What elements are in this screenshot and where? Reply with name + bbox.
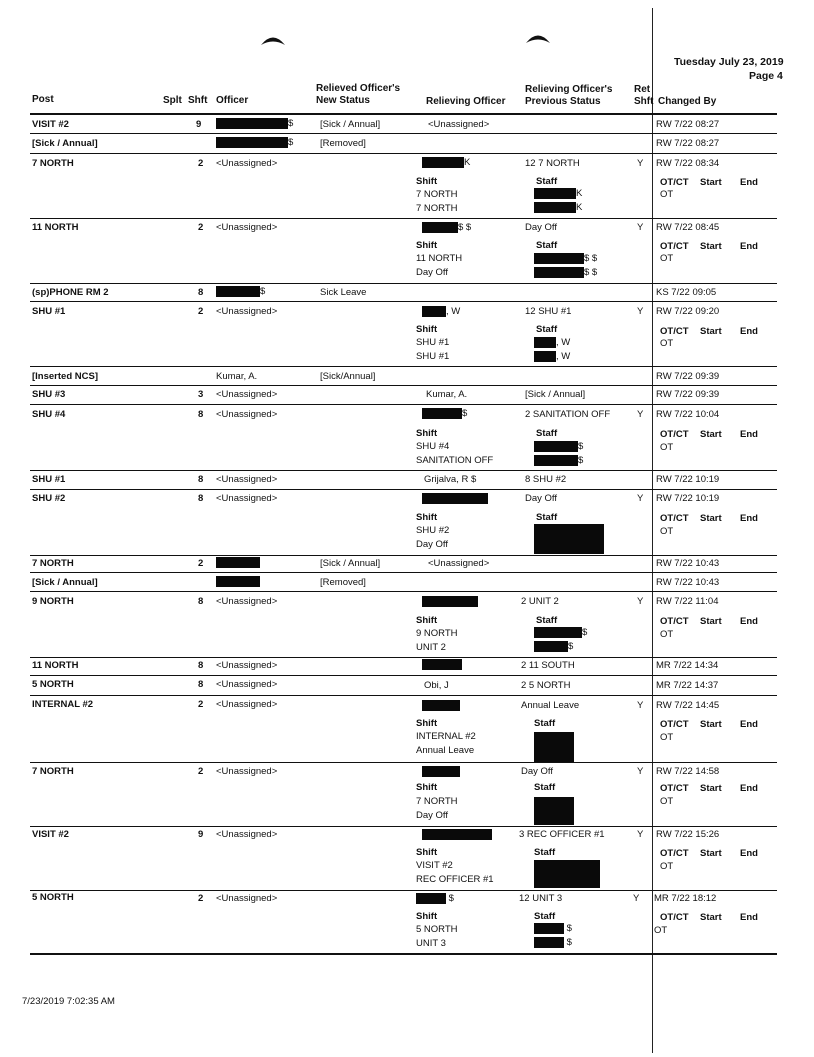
shift-cell: 2 bbox=[198, 306, 204, 317]
staff-label: Staff bbox=[534, 911, 556, 922]
row-divider bbox=[30, 675, 777, 676]
redaction-block bbox=[534, 524, 604, 554]
relieving-cell: $ bbox=[416, 893, 454, 904]
prev-status-cell: 2 5 NORTH bbox=[521, 680, 571, 691]
relieving-cell: Grijalva, R $ bbox=[424, 474, 477, 485]
changed-by-cell: MR 7/22 14:37 bbox=[656, 680, 719, 691]
table-bottom-rule bbox=[30, 953, 777, 955]
officer-cell: <Unassigned> bbox=[216, 409, 278, 420]
post-cell: INTERNAL #2 bbox=[32, 699, 94, 710]
col-relieving-officer: Relieving Officer bbox=[426, 96, 506, 107]
officer-cell: <Unassigned> bbox=[216, 158, 278, 169]
staff-entry: K bbox=[534, 188, 582, 199]
redaction-block bbox=[216, 118, 288, 129]
post-cell: 7 NORTH bbox=[32, 558, 74, 569]
shift-label: Shift bbox=[416, 782, 438, 793]
officer-cell bbox=[216, 576, 260, 587]
relieving-cell bbox=[422, 659, 462, 670]
end-label: End bbox=[740, 513, 758, 524]
changed-by-cell: RW 7/22 15:26 bbox=[656, 829, 720, 840]
shift-cell: 8 bbox=[198, 596, 204, 607]
col-shift: Shft bbox=[188, 95, 208, 106]
ret-cell: Y bbox=[637, 700, 644, 711]
staff-entry: $ bbox=[534, 641, 573, 652]
shift-from: SHU #4 bbox=[416, 441, 450, 452]
shift-cell: 2 bbox=[198, 766, 204, 777]
shift-label: Shift bbox=[416, 718, 438, 729]
shift-to: SHU #1 bbox=[416, 351, 450, 362]
changed-by-cell: KS 7/22 09:05 bbox=[656, 287, 717, 298]
print-timestamp: 7/23/2019 7:02:35 AM bbox=[22, 996, 115, 1007]
officer-cell: <Unassigned> bbox=[216, 660, 278, 671]
prev-status-cell: 12 SHU #1 bbox=[525, 306, 572, 317]
redaction-block bbox=[422, 493, 488, 504]
relieving-cell: $ $ bbox=[422, 222, 471, 233]
otct-label: OT/CT bbox=[660, 513, 689, 524]
changed-by-cell: RW 7/22 10:19 bbox=[656, 493, 720, 504]
post-cell: SHU #2 bbox=[32, 493, 66, 504]
changed-by-cell: RW 7/22 10:43 bbox=[656, 577, 720, 588]
shift-cell: 9 bbox=[198, 829, 204, 840]
hole-punch-mark bbox=[525, 32, 551, 44]
shift-from: SHU #2 bbox=[416, 525, 450, 536]
end-label: End bbox=[740, 241, 758, 252]
redaction-block bbox=[422, 659, 462, 670]
changed-by-cell: MR 7/22 14:34 bbox=[656, 660, 719, 671]
staff-label: Staff bbox=[536, 176, 558, 187]
start-label: Start bbox=[700, 326, 722, 337]
relieving-cell bbox=[422, 596, 478, 607]
changed-by-cell: RW 7/22 14:58 bbox=[656, 766, 720, 777]
officer-cell: <Unassigned> bbox=[216, 474, 278, 485]
redaction-block bbox=[422, 766, 460, 777]
relieving-cell: Obi, J bbox=[424, 680, 449, 691]
redaction-block bbox=[422, 408, 462, 419]
scan-fold-line bbox=[652, 8, 653, 1053]
row-divider bbox=[30, 133, 777, 134]
redaction-block bbox=[534, 627, 582, 638]
otct-label: OT/CT bbox=[660, 177, 689, 188]
changed-by-cell: RW 7/22 10:43 bbox=[656, 558, 720, 569]
ret-cell: Y bbox=[637, 158, 644, 169]
ot-value: OT bbox=[660, 796, 674, 807]
officer-cell: <Unassigned> bbox=[216, 306, 278, 317]
shift-to: Day Off bbox=[416, 539, 449, 550]
row-divider bbox=[30, 218, 777, 219]
post-cell: SHU #4 bbox=[32, 409, 66, 420]
post-cell: 5 NORTH bbox=[32, 679, 74, 690]
changed-by-cell: RW 7/22 11:04 bbox=[656, 596, 719, 607]
shift-to: Day Off bbox=[416, 267, 449, 278]
shift-label: Shift bbox=[416, 176, 438, 187]
officer-cell: <Unassigned> bbox=[216, 596, 278, 607]
row-divider bbox=[30, 153, 777, 154]
prev-status-cell: Annual Leave bbox=[521, 700, 580, 711]
redaction-block bbox=[422, 222, 458, 233]
prev-status-cell: Day Off bbox=[525, 493, 558, 504]
post-cell: SHU #1 bbox=[32, 306, 66, 317]
col-relieved-status-2: New Status bbox=[316, 95, 370, 106]
post-cell: [Sick / Annual] bbox=[32, 138, 98, 149]
redaction-block bbox=[422, 829, 492, 840]
relieving-cell bbox=[422, 493, 488, 504]
col-post: Post bbox=[32, 94, 54, 105]
shift-cell: 8 bbox=[198, 474, 204, 485]
relieving-cell: K bbox=[422, 157, 470, 168]
new-status-cell: [Removed] bbox=[320, 577, 366, 588]
officer-cell: <Unassigned> bbox=[216, 699, 278, 710]
post-cell: [Inserted NCS] bbox=[32, 371, 98, 382]
staff-entry: $ bbox=[534, 441, 583, 452]
shift-cell: 2 bbox=[198, 158, 204, 169]
end-label: End bbox=[740, 848, 758, 859]
end-label: End bbox=[740, 719, 758, 730]
col-prev-status-1: Relieving Officer's bbox=[525, 84, 613, 95]
redaction-block bbox=[216, 137, 288, 148]
ot-value: OT bbox=[660, 253, 674, 264]
changed-by-cell: RW 7/22 10:19 bbox=[656, 474, 720, 485]
redaction-block bbox=[216, 576, 260, 587]
shift-cell: 2 bbox=[198, 558, 204, 569]
new-status-cell: [Sick / Annual] bbox=[320, 558, 381, 569]
shift-from: VISIT #2 bbox=[416, 860, 453, 871]
redaction-block bbox=[422, 700, 460, 711]
staff-label: Staff bbox=[534, 847, 556, 858]
row-divider bbox=[30, 762, 777, 763]
start-label: Start bbox=[700, 429, 722, 440]
ret-cell: Y bbox=[637, 409, 644, 420]
staff-label: Staff bbox=[536, 324, 558, 335]
end-label: End bbox=[740, 429, 758, 440]
staff-label: Staff bbox=[534, 782, 556, 793]
post-cell: 9 NORTH bbox=[32, 596, 74, 607]
prev-status-cell: Day Off bbox=[525, 222, 558, 233]
col-split: Splt bbox=[163, 95, 182, 106]
staff-entry: $ bbox=[534, 937, 572, 948]
row-divider bbox=[30, 470, 777, 471]
row-divider bbox=[30, 555, 777, 556]
new-status-cell: Sick Leave bbox=[320, 287, 367, 298]
officer-cell: $ bbox=[216, 286, 265, 297]
post-cell: VISIT #2 bbox=[32, 829, 69, 840]
row-divider bbox=[30, 826, 777, 827]
row-divider bbox=[30, 404, 777, 405]
officer-cell: Kumar, A. bbox=[216, 371, 258, 382]
row-divider bbox=[30, 890, 777, 891]
post-cell: 7 NORTH bbox=[32, 766, 74, 777]
shift-label: Shift bbox=[416, 428, 438, 439]
staff-entry: K bbox=[534, 202, 582, 213]
relieving-cell: <Unassigned> bbox=[428, 558, 490, 569]
staff-label: Staff bbox=[536, 512, 558, 523]
row-divider bbox=[30, 283, 777, 284]
shift-label: Shift bbox=[416, 847, 438, 858]
relieving-cell bbox=[422, 766, 460, 777]
redaction-block bbox=[422, 596, 478, 607]
changed-by-cell: RW 7/22 09:20 bbox=[656, 306, 720, 317]
redaction-block bbox=[534, 267, 584, 278]
officer-cell: <Unassigned> bbox=[216, 766, 278, 777]
officer-cell: <Unassigned> bbox=[216, 893, 278, 904]
col-ret-2: Shft bbox=[634, 96, 654, 107]
shift-cell: 2 bbox=[198, 222, 204, 233]
staff-entry: , W bbox=[534, 351, 570, 362]
col-ret-1: Ret bbox=[634, 84, 651, 95]
shift-from: 7 NORTH bbox=[416, 796, 458, 807]
report-date: Tuesday July 23, 2019 bbox=[674, 56, 784, 68]
officer-cell: <Unassigned> bbox=[216, 679, 278, 690]
shift-to: Annual Leave bbox=[416, 745, 475, 756]
changed-by-cell: RW 7/22 09:39 bbox=[656, 371, 720, 382]
officer-cell: $ bbox=[216, 118, 293, 129]
redaction-block bbox=[422, 157, 464, 168]
shift-to: 7 NORTH bbox=[416, 203, 458, 214]
changed-by-cell: RW 7/22 08:45 bbox=[656, 222, 720, 233]
redaction-block bbox=[534, 732, 574, 762]
staff-entry: $ bbox=[534, 627, 587, 638]
otct-label: OT/CT bbox=[660, 241, 689, 252]
start-label: Start bbox=[700, 912, 722, 923]
ot-value: OT bbox=[660, 629, 674, 640]
ret-cell: Y bbox=[637, 222, 644, 233]
officer-cell: <Unassigned> bbox=[216, 829, 278, 840]
row-divider bbox=[30, 489, 777, 490]
post-cell: 7 NORTH bbox=[32, 158, 74, 169]
row-divider bbox=[30, 695, 777, 696]
row-divider bbox=[30, 572, 777, 573]
officer-cell: <Unassigned> bbox=[216, 389, 278, 400]
redaction-block bbox=[534, 253, 584, 264]
ret-cell: Y bbox=[633, 893, 640, 904]
post-cell: 11 NORTH bbox=[32, 660, 79, 671]
end-label: End bbox=[740, 326, 758, 337]
end-label: End bbox=[740, 912, 758, 923]
relieving-cell: <Unassigned> bbox=[428, 119, 490, 130]
otct-label: OT/CT bbox=[660, 783, 689, 794]
shift-label: Shift bbox=[416, 240, 438, 251]
redaction-block bbox=[534, 923, 564, 934]
shift-to: SANITATION OFF bbox=[416, 455, 494, 466]
prev-status-cell: 12 7 NORTH bbox=[525, 158, 580, 169]
relieving-cell bbox=[422, 700, 460, 711]
redaction-block bbox=[534, 188, 576, 199]
shift-cell: 8 bbox=[198, 287, 204, 298]
redaction-block bbox=[416, 893, 446, 904]
changed-by-cell: MR 7/22 18:12 bbox=[654, 893, 717, 904]
otct-label: OT/CT bbox=[660, 912, 689, 923]
officer-cell bbox=[216, 557, 260, 568]
post-cell: 5 NORTH bbox=[32, 892, 74, 903]
redaction-block bbox=[534, 202, 576, 213]
start-label: Start bbox=[700, 513, 722, 524]
shift-cell: 8 bbox=[198, 493, 204, 504]
prev-status-cell: [Sick / Annual] bbox=[525, 389, 586, 400]
staff-label: Staff bbox=[534, 718, 556, 729]
shift-from: 11 NORTH bbox=[416, 253, 463, 264]
shift-from: 9 NORTH bbox=[416, 628, 458, 639]
relieving-cell: $ bbox=[422, 408, 467, 419]
shift-cell: 2 bbox=[198, 699, 204, 710]
row-divider bbox=[30, 591, 777, 592]
changed-by-cell: RW 7/22 08:27 bbox=[656, 119, 720, 130]
staff-entry: $ $ bbox=[534, 253, 597, 264]
staff-entry: $ $ bbox=[534, 267, 597, 278]
shift-cell: 8 bbox=[198, 409, 204, 420]
redaction-block bbox=[534, 860, 600, 888]
shift-cell: 8 bbox=[198, 679, 204, 690]
shift-label: Shift bbox=[416, 615, 438, 626]
ret-cell: Y bbox=[637, 829, 644, 840]
redaction-block bbox=[534, 455, 578, 466]
shift-cell: 8 bbox=[198, 660, 204, 671]
relieving-cell: Kumar, A. bbox=[426, 389, 468, 400]
row-divider bbox=[30, 301, 777, 302]
staff-label: Staff bbox=[536, 615, 558, 626]
staff-entry: , W bbox=[534, 337, 570, 348]
start-label: Start bbox=[700, 719, 722, 730]
row-divider bbox=[30, 385, 777, 386]
ot-value: OT bbox=[660, 861, 674, 872]
otct-label: OT/CT bbox=[660, 719, 689, 730]
post-cell: 11 NORTH bbox=[32, 222, 79, 233]
prev-status-cell: 12 UNIT 3 bbox=[519, 893, 563, 904]
prev-status-cell: 2 SANITATION OFF bbox=[525, 409, 611, 420]
ot-value: OT bbox=[660, 338, 674, 349]
officer-cell: $ bbox=[216, 137, 293, 148]
changed-by-cell: RW 7/22 08:34 bbox=[656, 158, 720, 169]
row-divider bbox=[30, 657, 777, 658]
redaction-block bbox=[534, 641, 568, 652]
new-status-cell: [Sick/Annual] bbox=[320, 371, 376, 382]
ot-value: OT bbox=[660, 526, 674, 537]
prev-status-cell: 2 UNIT 2 bbox=[521, 596, 559, 607]
otct-label: OT/CT bbox=[660, 616, 689, 627]
start-label: Start bbox=[700, 616, 722, 627]
otct-label: OT/CT bbox=[660, 429, 689, 440]
redaction-block bbox=[534, 937, 564, 948]
shift-from: SHU #1 bbox=[416, 337, 450, 348]
col-relieved-status-1: Relieved Officer's bbox=[316, 83, 401, 94]
hole-punch-mark bbox=[260, 34, 286, 46]
ot-value: OT bbox=[654, 925, 668, 936]
post-cell: VISIT #2 bbox=[32, 119, 69, 130]
redaction-block bbox=[534, 441, 578, 452]
shift-cell: 3 bbox=[198, 389, 204, 400]
page-number: Page 4 bbox=[749, 70, 783, 82]
ret-cell: Y bbox=[637, 306, 644, 317]
start-label: Start bbox=[700, 848, 722, 859]
redaction-block bbox=[534, 797, 574, 825]
ot-value: OT bbox=[660, 442, 674, 453]
redaction-block bbox=[216, 557, 260, 568]
redaction-block bbox=[422, 306, 446, 317]
prev-status-cell: Day Off bbox=[521, 766, 554, 777]
changed-by-cell: RW 7/22 09:39 bbox=[656, 389, 720, 400]
header-rule bbox=[30, 113, 777, 115]
ret-cell: Y bbox=[637, 766, 644, 777]
relieving-cell bbox=[422, 829, 492, 840]
col-prev-status-2: Previous Status bbox=[525, 96, 601, 107]
start-label: Start bbox=[700, 783, 722, 794]
changed-by-cell: RW 7/22 08:27 bbox=[656, 138, 720, 149]
officer-cell: <Unassigned> bbox=[216, 493, 278, 504]
shift-to: Day Off bbox=[416, 810, 449, 821]
post-cell: SHU #1 bbox=[32, 474, 66, 485]
start-label: Start bbox=[700, 177, 722, 188]
col-changed-by: Changed By bbox=[658, 96, 717, 107]
ret-cell: Y bbox=[637, 596, 644, 607]
officer-cell: <Unassigned> bbox=[216, 222, 278, 233]
staff-entry: $ bbox=[534, 455, 583, 466]
prev-status-cell: 8 SHU #2 bbox=[525, 474, 567, 485]
otct-label: OT/CT bbox=[660, 848, 689, 859]
changed-by-cell: RW 7/22 14:45 bbox=[656, 700, 720, 711]
shift-to: REC OFFICER #1 bbox=[416, 874, 494, 885]
prev-status-cell: 2 11 SOUTH bbox=[521, 660, 575, 671]
ot-value: OT bbox=[660, 732, 674, 743]
col-officer: Officer bbox=[216, 95, 249, 106]
shift-label: Shift bbox=[416, 324, 438, 335]
start-label: Start bbox=[700, 241, 722, 252]
post-cell: (sp)PHONE RM 2 bbox=[32, 287, 109, 298]
post-cell: SHU #3 bbox=[32, 389, 66, 400]
end-label: End bbox=[740, 177, 758, 188]
shift-to: UNIT 3 bbox=[416, 938, 446, 949]
new-status-cell: [Removed] bbox=[320, 138, 366, 149]
redaction-block bbox=[534, 337, 556, 348]
shift-to: UNIT 2 bbox=[416, 642, 446, 653]
staff-label: Staff bbox=[536, 240, 558, 251]
staff-entry: $ bbox=[534, 923, 572, 934]
shift-cell: 2 bbox=[198, 893, 204, 904]
shift-label: Shift bbox=[416, 512, 438, 523]
relieving-cell: , W bbox=[422, 306, 460, 317]
shift-from: 7 NORTH bbox=[416, 189, 458, 200]
shift-from: 5 NORTH bbox=[416, 924, 458, 935]
redaction-block bbox=[216, 286, 260, 297]
redaction-block bbox=[534, 351, 556, 362]
prev-status-cell: 3 REC OFFICER #1 bbox=[519, 829, 605, 840]
ret-cell: Y bbox=[637, 493, 644, 504]
changed-by-cell: RW 7/22 10:04 bbox=[656, 409, 720, 420]
post-cell: [Sick / Annual] bbox=[32, 577, 98, 588]
end-label: End bbox=[740, 783, 758, 794]
otct-label: OT/CT bbox=[660, 326, 689, 337]
shift-label: Shift bbox=[416, 911, 438, 922]
new-status-cell: [Sick / Annual] bbox=[320, 119, 381, 130]
shift-from: INTERNAL #2 bbox=[416, 731, 476, 742]
staff-label: Staff bbox=[536, 428, 558, 439]
ot-value: OT bbox=[660, 189, 674, 200]
row-divider bbox=[30, 366, 777, 367]
end-label: End bbox=[740, 616, 758, 627]
shift-cell: 9 bbox=[196, 119, 202, 130]
